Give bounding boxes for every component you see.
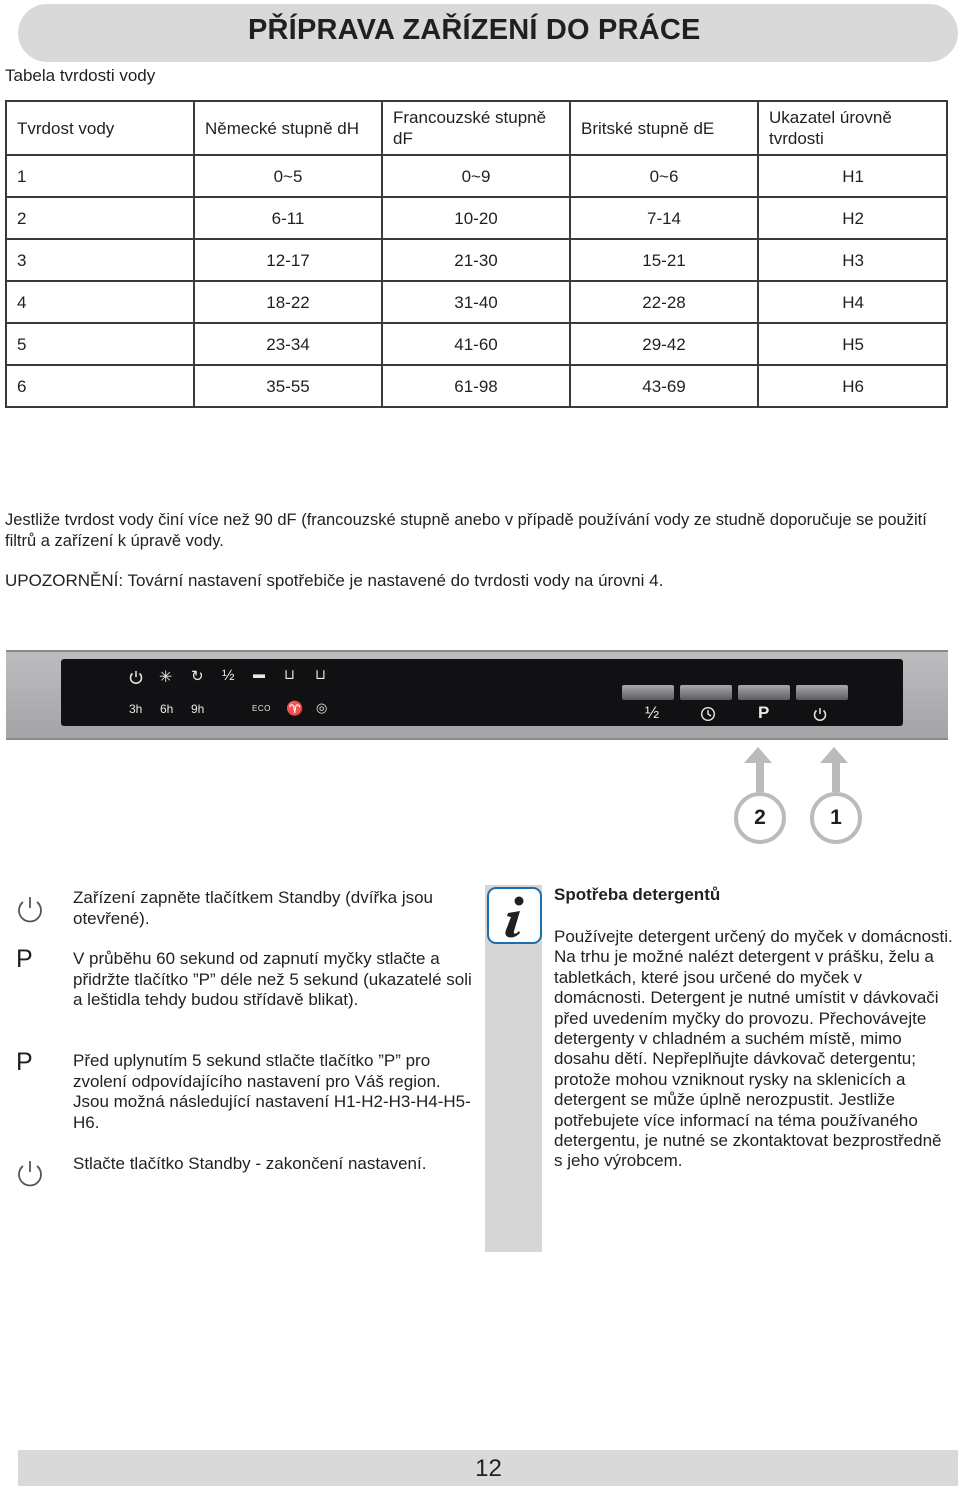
table-cell: 61-98: [382, 365, 570, 407]
table-cell: 7-14: [570, 197, 758, 239]
table-row: [6, 197, 947, 239]
table-cell: 41-60: [382, 323, 570, 365]
table-cell: 0~5: [194, 155, 382, 197]
arrow-shaft: [832, 762, 840, 792]
table-cell: 4: [6, 281, 194, 323]
arrow-up-icon: [820, 747, 848, 763]
step-1-text: Zařízení zapněte tlačítkem Standby (dvířka jsou otevřené).: [73, 888, 434, 928]
table-row: [6, 365, 947, 407]
table-cell: H4: [758, 281, 947, 323]
glass-rack-icon: ▬: [253, 667, 265, 681]
step-2-text: V průběhu 60 sekund od zapnutí myčky stlačte a přidržte tlačítko ”P” déle než 5 sekund (ukazatelé soli a leštidla tehdy budou střídavě blikat).: [73, 949, 472, 1009]
delay-6h-label: 6h: [160, 702, 174, 716]
table-cell: 23-34: [194, 323, 382, 365]
table-cell: H2: [758, 197, 947, 239]
callout-1: 1: [810, 792, 862, 844]
table-cell: 5: [6, 323, 194, 365]
table-cell: 31-40: [382, 281, 570, 323]
table-cell: 15-21: [570, 239, 758, 281]
rinse-icon: ↻: [191, 668, 204, 685]
p-icon: P: [16, 945, 33, 973]
table-cell: 35-55: [194, 365, 382, 407]
quick-wash-icon: ◎: [316, 700, 328, 715]
table-cell: 0~6: [570, 155, 758, 197]
table-row: [6, 281, 947, 323]
arrow-shaft: [756, 762, 764, 792]
warning-note: UPOZORNĚNÍ: Tovární nastavení spotřebiče je nastavené do tvrdosti vody na úrovni 4.: [5, 571, 664, 590]
table-cell: 12-17: [194, 239, 382, 281]
clock-icon: [700, 706, 716, 722]
half-load-glyph: ½: [645, 703, 660, 722]
power-icon: [14, 1157, 46, 1189]
sparkle-icon: ✳: [159, 669, 173, 686]
column-header: Tvrdost vody: [6, 101, 194, 155]
arrow-up-icon: [744, 747, 772, 763]
info-title: Spotřeba detergentů: [554, 885, 721, 904]
eco-label: ECO: [252, 704, 271, 713]
table-row: [6, 239, 947, 281]
water-hardness-table: [5, 100, 948, 408]
table-cell: 2: [6, 197, 194, 239]
table-cell: 29-42: [570, 323, 758, 365]
delay-3h-label: 3h: [129, 702, 143, 716]
table-cell: 22-28: [570, 281, 758, 323]
power-indicator-icon: [128, 669, 144, 685]
column-header: Německé stupně dH: [194, 101, 382, 155]
callout-2: 2: [734, 792, 786, 844]
table-cell: H3: [758, 239, 947, 281]
table-cell: 6: [6, 365, 194, 407]
standby-button[interactable]: [796, 685, 848, 700]
table-cell: H6: [758, 365, 947, 407]
half-load-button[interactable]: [622, 685, 674, 700]
table-cell: 10-20: [382, 197, 570, 239]
table-cell: 43-69: [570, 365, 758, 407]
table-row: [6, 323, 947, 365]
filter-note: Jestliže tvrdost vody činí více než 90 dF (francouzské stupně anebo v případě používání vody ze studně doporučuje se použití filtrů a zařízení k úpravě vody.: [5, 511, 927, 550]
table-cell: 6-11: [194, 197, 382, 239]
column-header: Francouzské stupně dF: [382, 101, 570, 155]
standby-glyph-icon: [812, 706, 828, 722]
table-cell: 18-22: [194, 281, 382, 323]
program-button[interactable]: [738, 685, 790, 700]
p-icon: P: [16, 1048, 33, 1076]
delay-button[interactable]: [680, 685, 732, 700]
info-icon: [487, 887, 542, 944]
page-number: 12: [475, 1455, 502, 1482]
program-glyph: P: [758, 703, 770, 722]
page-title: PŘÍPRAVA ZAŘÍZENÍ DO PRÁCE: [248, 14, 701, 46]
table-caption: Tabela tvrdosti vody: [5, 66, 156, 85]
table-cell: H1: [758, 155, 947, 197]
step-4-text: Stlačte tlačítko Standby - zakončení nastavení.: [73, 1154, 427, 1173]
table-cell: 0~9: [382, 155, 570, 197]
half-load-indicator-icon: ½: [222, 667, 235, 684]
intensive-pot-icon: ⊔: [315, 666, 326, 682]
glass-icon: ♈: [286, 700, 304, 716]
info-text: Používejte detergent určený do myček v domácnosti. Na trhu je možné nalézt detergent v prášku, želu a tabletkách, které jsou určené do myček v domácnosti. Detergent je nutné umístit v dávkovači před uvedením myčky do provozu. Přechovávejte detergenty v chladném a suchém místě, mimo dosahu dětí. Nepřeplňujte dávkovač detergentu; protože mohou vzniknout rysky na sklenicích a detergent se může úplně nerozpustit. Jestliže potřebujete více informací na téma používaného detergentu, je nutné se zkontaktovat bezprostředně s jeho výrobcem.: [554, 927, 953, 1171]
delay-9h-label: 9h: [191, 702, 205, 716]
step-3-text: Před uplynutím 5 sekund stlačte tlačítko ”P” pro zvolení odpovídajícího nastavení pro Váš region. Jsou možná následující nastavení H1-H2-H3-H4-H5-H6.: [73, 1051, 471, 1132]
table-row: [6, 155, 947, 197]
table-cell: H5: [758, 323, 947, 365]
pot-icon: ⊔: [284, 666, 295, 682]
power-icon: [14, 893, 46, 925]
table-cell: 3: [6, 239, 194, 281]
column-header: Britské stupně dE: [570, 101, 758, 155]
table-cell: 1: [6, 155, 194, 197]
column-header: Ukazatel úrovně tvrdosti: [758, 101, 947, 155]
table-cell: 21-30: [382, 239, 570, 281]
table-header-row: [6, 101, 947, 155]
